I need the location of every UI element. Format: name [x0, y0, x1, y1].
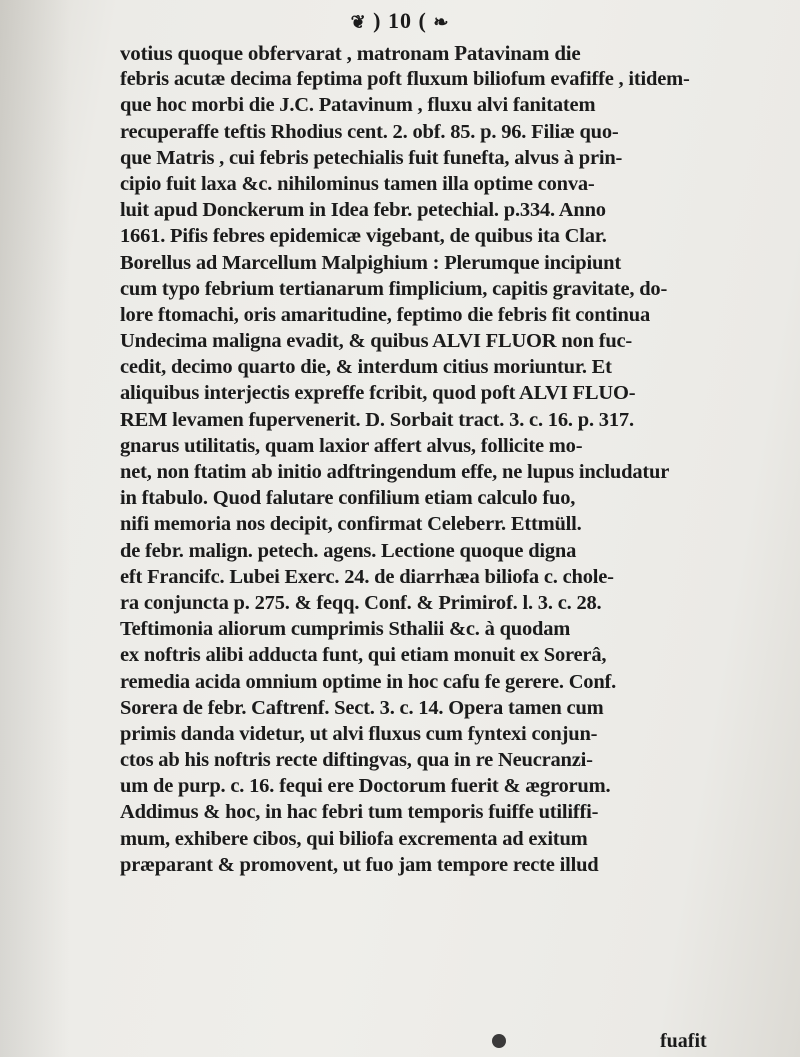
text-line: net, non ftatim ab initio adftringendum effe, ne lupus includatur — [120, 461, 670, 483]
text-line: ctos ab his noftris recte diftingvas, qua in re Neucranzi- — [120, 749, 593, 772]
text-line: præparant & promovent, ut fuo jam tempore recte illud — [120, 853, 599, 876]
page-gutter-shadow — [0, 0, 70, 1057]
text-line: Addimus & hoc, in hac febri tum temporis fuiffe utiliffi- — [120, 801, 599, 824]
text-line: ex noftris alibi adducta funt, qui etiam monuit ex Sorerâ, — [120, 644, 607, 667]
text-line: cum typo febrium tertianarum fimplicium, capitis gravitate, do- — [120, 277, 668, 300]
text-line: de febr. malign. petech. agens. Lectione quoque digna — [120, 539, 577, 562]
text-line: Borellus ad Marcellum Malpighium : Plerumque incipiunt — [120, 251, 621, 274]
text-line: votius quoque obfervarat , matronam Patavinam die — [120, 41, 581, 65]
body-text — [120, 40, 770, 878]
text-line: recuperaffe teftis Rhodius cent. 2. obf. 85. p. 96. Filiæ quo- — [120, 120, 619, 143]
text-line: eft Francifc. Lubei Exerc. 24. de diarrhæa biliofa c. chole- — [120, 565, 614, 588]
text-line: gnarus utilitatis, quam laxior affert alvus, follicite mo- — [120, 434, 583, 457]
text-line: um de purp. c. 16. fequi ere Doctorum fuerit & ægrorum. — [120, 775, 611, 798]
text-line: mum, exhibere cibos, qui biliofa excrementa ad exitum — [120, 827, 588, 850]
text-line: febris acutæ decima feptima poft fluxum biliofum evafiffe , itidem- — [120, 68, 690, 91]
text-line: cedit, decimo quarto die, & interdum citius moriuntur. Et — [120, 356, 612, 379]
text-line: in ftabulo. Quod falutare confilium etiam calculo fuo, — [120, 487, 576, 510]
text-line: que hoc morbi die J.C. Patavinum , fluxu alvi fanitatem — [120, 94, 596, 117]
text-line: REM levamen fupervenerit. D. Sorbait tract. 3. c. 16. p. 317. — [120, 408, 634, 431]
text-line: remedia acida omnium optime in hoc cafu fe gerere. Conf. — [120, 670, 617, 693]
ink-blot — [492, 1034, 506, 1048]
text-line: cipio fuit laxa &c. nihilominus tamen illa optime conva- — [120, 172, 595, 195]
text-line: luit apud Donckerum in Idea febr. petechial. p.334. Anno — [120, 199, 606, 222]
text-line: Teftimonia aliorum cumprimis Sthalii &c. à quodam — [120, 618, 571, 641]
catchword: fuafit — [660, 1030, 707, 1052]
text-line: ra conjuncta p. 275. & feqq. Conf. & Primirof. l. 3. c. 28. — [120, 591, 602, 614]
left-ornament-icon: ❦ — [350, 12, 367, 33]
text-line: Undecima maligna evadit, & quibus ALVI FLUOR non fuc- — [120, 330, 633, 353]
text-line: 1661. Pifis febres epidemicæ vigebant, de quibus ita Clar. — [120, 225, 607, 248]
running-header — [0, 8, 800, 34]
text-line: nifi memoria nos decipit, confirmat Celeberr. Ettmüll. — [120, 513, 582, 536]
right-ornament-icon: ❧ — [433, 12, 450, 33]
text-line: primis danda videtur, ut alvi fluxus cum fyntexi conjun- — [120, 722, 598, 745]
text-line: aliquibus interjectis expreffe fcribit, quod poft ALVI FLUO- — [120, 382, 636, 405]
text-line: lore ftomachi, oris amaritudine, feptimo die febris fit continua — [120, 303, 651, 326]
text-line: que Matris , cui febris petechialis fuit funefta, alvus à prin- — [120, 146, 623, 169]
page-number: ) 10 ( — [373, 8, 427, 33]
text-line: Sorera de febr. Caftrenf. Sect. 3. c. 14. Opera tamen cum — [120, 696, 604, 719]
